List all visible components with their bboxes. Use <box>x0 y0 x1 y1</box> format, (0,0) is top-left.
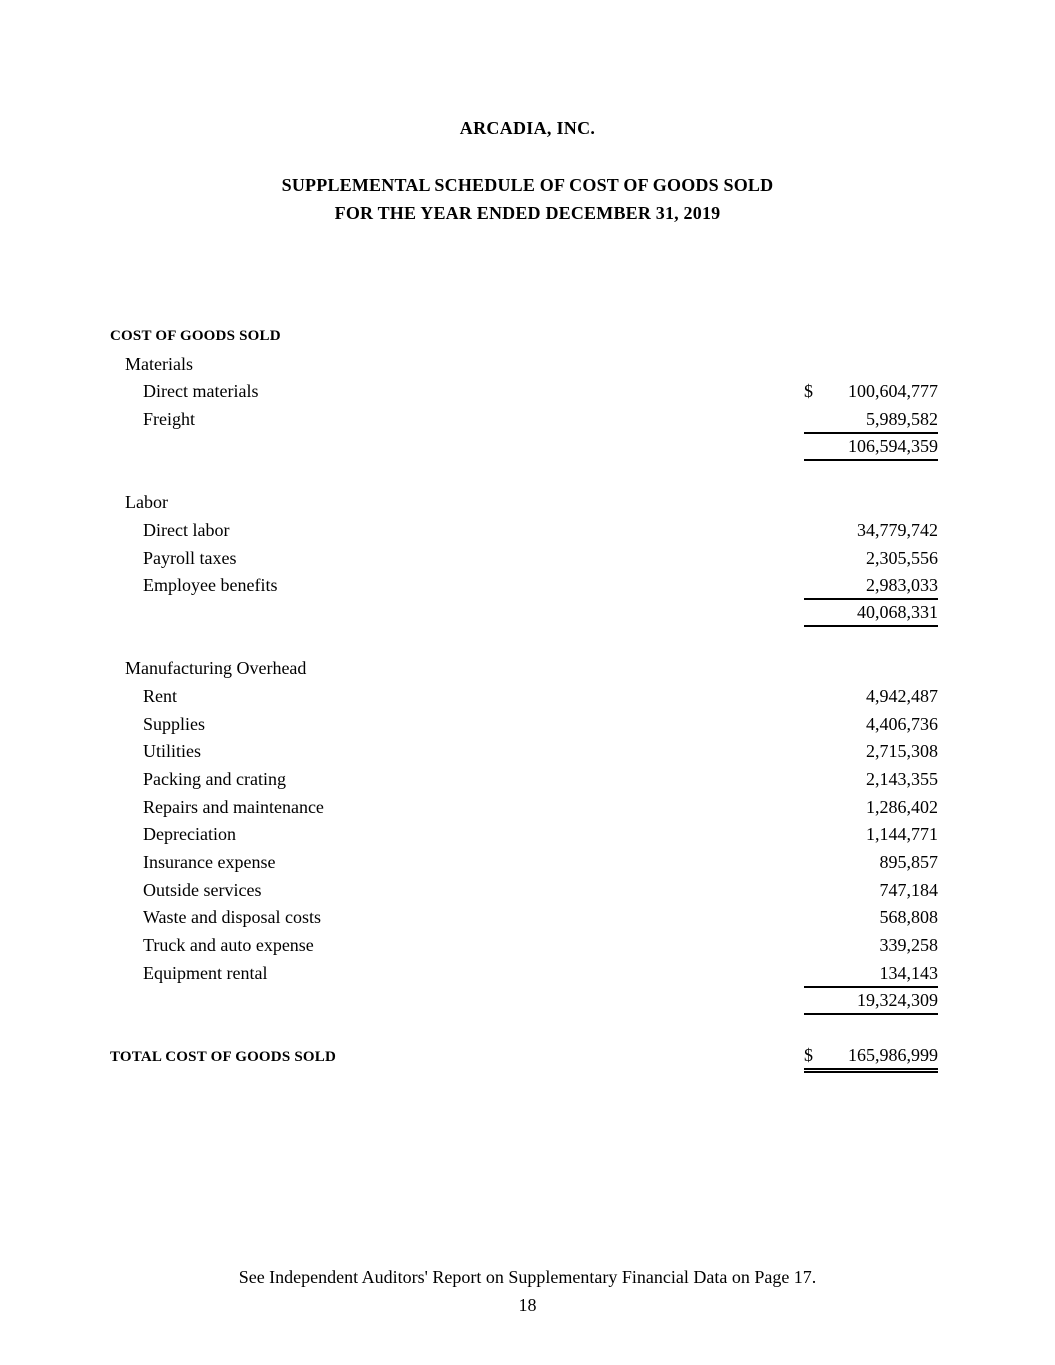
row-utilities <box>110 738 938 766</box>
period-title: FOR THE YEAR ENDED DECEMBER 31, 2019 <box>334 202 721 223</box>
row-label: Employee benefits <box>143 575 278 596</box>
subtotal-labor <box>110 600 938 628</box>
row-amount <box>804 961 938 988</box>
amount-value: 2,305,556 <box>866 547 938 568</box>
amount-value: 4,406,736 <box>866 713 938 734</box>
row-label: Manufacturing Overhead <box>125 658 307 679</box>
row-amount <box>804 379 938 404</box>
amount-value: 568,808 <box>879 907 938 928</box>
amount-value: 1,286,402 <box>866 796 938 817</box>
row-amount <box>804 988 938 1015</box>
row-depreciation <box>110 821 938 849</box>
amount-value: 2,143,355 <box>866 769 938 789</box>
row-freight <box>110 406 938 434</box>
row-amount <box>804 767 938 792</box>
dollar-sign: $ <box>804 1044 813 1065</box>
amount-value: 106,594,359 <box>848 435 938 456</box>
row-amount <box>804 518 938 543</box>
row-equipment-rental <box>110 960 938 988</box>
row-amount <box>804 1043 938 1073</box>
row-amount <box>804 684 938 709</box>
row-label: Freight <box>143 409 195 430</box>
spacer <box>110 1015 938 1043</box>
amount-value: 2,715,308 <box>866 741 938 762</box>
section-cost-of-goods-sold <box>110 323 938 351</box>
amount-value: 339,258 <box>879 935 938 956</box>
group-manufacturing-overhead <box>110 655 938 683</box>
amount-value: 134,143 <box>879 962 938 983</box>
auditors-report-note: See Independent Auditors' Report on Supplementary Financial Data on Page 17. <box>238 1267 817 1287</box>
row-label: Depreciation <box>143 824 236 845</box>
amount-value: 1,144,771 <box>866 824 938 845</box>
spacer <box>110 628 938 656</box>
row-amount <box>804 546 938 571</box>
row-label: Truck and auto expense <box>143 935 314 956</box>
row-amount <box>804 933 938 958</box>
group-labor <box>110 489 938 517</box>
row-label: TOTAL COST OF GOODS SOLD <box>110 1048 336 1065</box>
row-amount <box>804 407 938 434</box>
row-outside-services <box>110 877 938 905</box>
row-amount <box>804 822 938 847</box>
row-label: Labor <box>125 492 168 513</box>
row-payroll-taxes <box>110 545 938 573</box>
row-insurance-expense <box>110 849 938 877</box>
row-truck-and-auto-expense <box>110 932 938 960</box>
row-packing-and-crating <box>110 766 938 794</box>
amount-value: 34,779,742 <box>857 519 938 540</box>
row-label: Utilities <box>143 741 201 762</box>
row-amount <box>804 795 938 820</box>
document-subtitle <box>0 172 1055 227</box>
page-number: 18 <box>518 1294 537 1315</box>
row-repairs-and-maintenance <box>110 794 938 822</box>
amount-value: 19,324,309 <box>857 989 938 1010</box>
row-amount <box>804 434 938 461</box>
amount-value: 5,989,582 <box>866 409 938 430</box>
row-employee-benefits <box>110 572 938 600</box>
subtotal-materials <box>110 434 938 462</box>
amount-value: 100,604,777 <box>848 381 938 402</box>
row-label: Rent <box>143 685 177 706</box>
amount-value: 747,184 <box>879 879 938 900</box>
subtotal-manufacturing-overhead <box>110 988 938 1016</box>
row-label: Supplies <box>143 713 206 734</box>
row-amount <box>804 850 938 875</box>
amount-value: 165,986,999 <box>848 1044 938 1065</box>
cost-of-goods-sold-schedule <box>110 323 938 1071</box>
row-amount <box>804 712 938 737</box>
row-amount <box>804 905 938 930</box>
row-label: Waste and disposal costs <box>143 907 322 928</box>
schedule-rows <box>110 323 938 1071</box>
amount-value: 40,068,331 <box>857 601 938 622</box>
document-header <box>0 0 1055 227</box>
document-footer <box>0 1264 1055 1319</box>
row-label: Direct labor <box>143 519 230 540</box>
spacer <box>110 461 938 489</box>
row-label: Repairs and maintenance <box>143 796 324 817</box>
row-total-cost-of-goods-sold <box>110 1043 938 1071</box>
row-waste-and-disposal-costs <box>110 904 938 932</box>
schedule-title: SUPPLEMENTAL SCHEDULE OF COST OF GOODS SOLD <box>281 175 774 195</box>
amount-value: 2,983,033 <box>866 575 938 596</box>
row-label: Insurance expense <box>143 852 276 873</box>
dollar-sign: $ <box>804 381 813 402</box>
row-label: Packing and crating <box>143 769 286 789</box>
row-direct-materials <box>110 378 938 406</box>
amount-value: 4,942,487 <box>866 685 938 706</box>
row-label: Direct materials <box>143 381 259 402</box>
row-supplies <box>110 711 938 739</box>
row-label: COST OF GOODS SOLD <box>110 328 281 344</box>
amount-value: 895,857 <box>879 852 938 873</box>
group-materials <box>110 351 938 379</box>
company-name: ARCADIA, INC. <box>459 118 596 138</box>
row-rent <box>110 683 938 711</box>
row-label: Payroll taxes <box>143 547 237 568</box>
row-label: Materials <box>125 353 193 374</box>
row-amount <box>804 600 938 627</box>
row-label: Outside services <box>143 879 262 900</box>
row-amount <box>804 573 938 600</box>
row-direct-labor <box>110 517 938 545</box>
row-amount <box>804 878 938 903</box>
row-amount <box>804 739 938 764</box>
row-label: Equipment rental <box>143 962 268 983</box>
